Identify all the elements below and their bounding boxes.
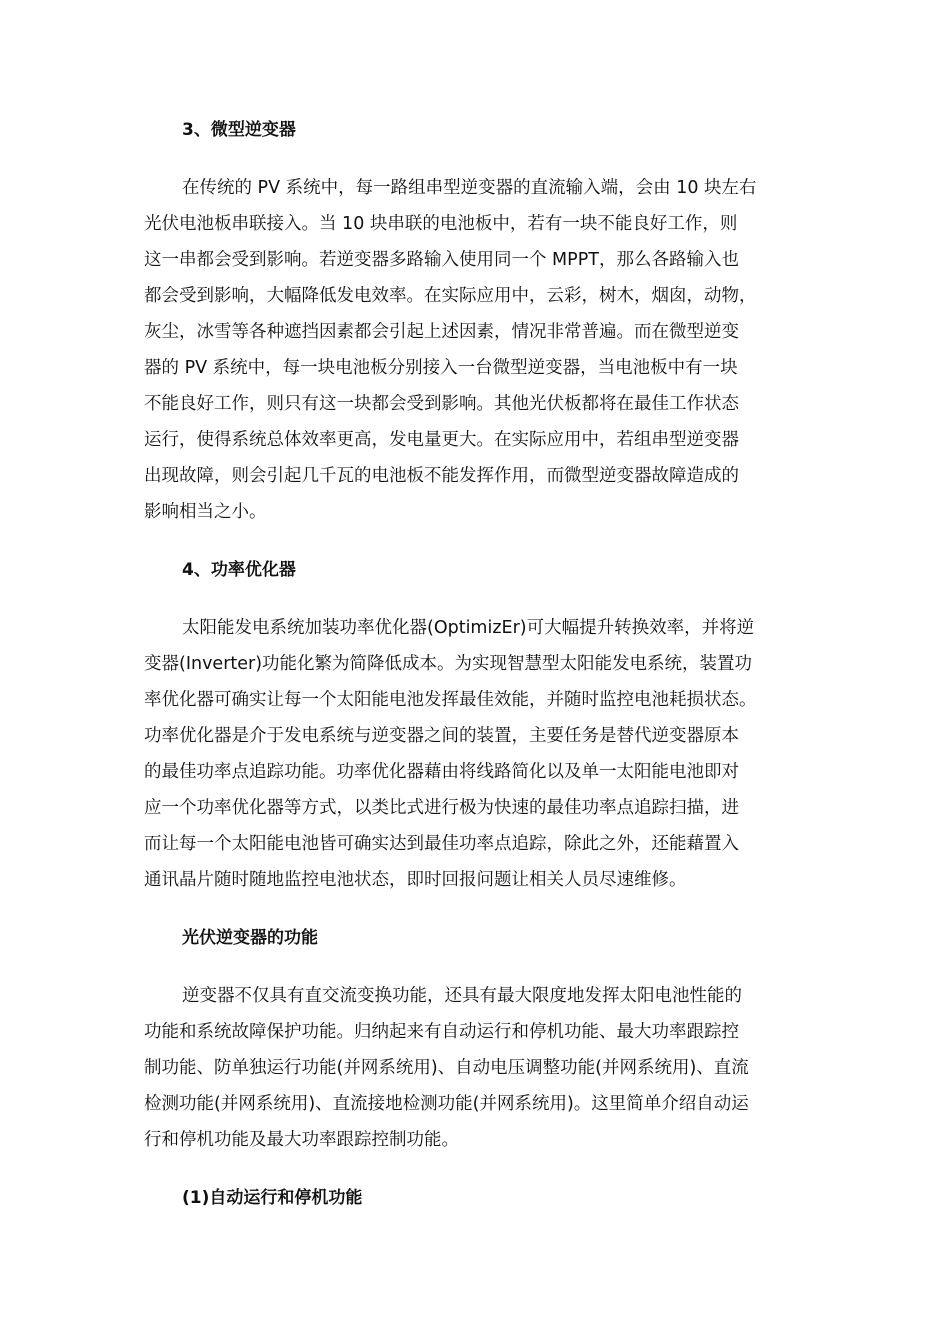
paragraph-line: 行和停机功能及最大功率跟踪控制功能。	[144, 1130, 459, 1150]
paragraph-line: 的最佳功率点追踪功能。功率优化器藉由将线路简化以及单一太阳能电池即对	[144, 762, 739, 782]
paragraph-line: 光伏电池板串联接入。当 10 块串联的电池板中，若有一块不能良好工作，则	[144, 214, 738, 234]
section-heading-micro-inverter: 3、微型逆变器	[182, 120, 296, 140]
section-heading-inverter-functions: 光伏逆变器的功能	[182, 928, 318, 948]
paragraph-line: 通讯晶片随时随地监控电池状态，即时回报问题让相关人员尽速维修。	[144, 870, 687, 890]
paragraph-line: 不能良好工作，则只有这一块都会受到影响。其他光伏板都将在最佳工作状态	[144, 394, 739, 414]
paragraph-line: 检测功能(并网系统用)、直流接地检测功能(并网系统用)。这里简单介绍自动运	[144, 1094, 749, 1114]
paragraph-line: 功率优化器是介于发电系统与逆变器之间的装置，主要任务是替代逆变器原本	[144, 726, 739, 746]
paragraph-line: 变器(Inverter)功能化繁为简降低成本。为实现智慧型太阳能发电系统，装置功	[144, 654, 753, 674]
section-heading-power-optimizer: 4、功率优化器	[182, 560, 296, 580]
paragraph-line: 逆变器不仅具有直交流变换功能，还具有最大限度地发挥太阳电池性能的	[182, 986, 742, 1006]
paragraph-line: 器的 PV 系统中，每一块电池板分别接入一台微型逆变器，当电池板中有一块	[144, 358, 738, 378]
paragraph-line: 运行，使得系统总体效率更高，发电量更大。在实际应用中，若组串型逆变器	[144, 430, 739, 450]
paragraph-micro-inverter	[144, 170, 834, 530]
section-heading-auto-run-stop: (1)自动运行和停机功能	[182, 1188, 363, 1208]
paragraph-line: 率优化器可确实让每一个太阳能电池发挥最佳效能，并随时监控电池耗损状态。	[144, 690, 757, 710]
paragraph-line: 出现故障，则会引起几千瓦的电池板不能发挥作用，而微型逆变器故障造成的	[144, 466, 739, 486]
paragraph-line: 灰尘，冰雪等各种遮挡因素都会引起上述因素，情况非常普遍。而在微型逆变	[144, 322, 739, 342]
paragraph-line: 应一个功率优化器等方式，以类比式进行极为快速的最佳功率点追踪扫描，进	[144, 798, 739, 818]
paragraph-line: 都会受到影响，大幅降低发电效率。在实际应用中，云彩，树木，烟囱，动物，	[144, 286, 757, 306]
paragraph-line: 太阳能发电系统加装功率优化器(OptimizEr)可大幅提升转换效率，并将逆	[182, 618, 755, 638]
paragraph-line: 这一串都会受到影响。若逆变器多路输入使用同一个 MPPT，那么各路输入也	[144, 250, 739, 270]
paragraph-line: 而让每一个太阳能电池皆可确实达到最佳功率点追踪，除此之外，还能藉置入	[144, 834, 739, 854]
paragraph-line: 制功能、防单独运行功能(并网系统用)、自动电压调整功能(并网系统用)、直流	[144, 1058, 749, 1078]
paragraph-line: 影响相当之小。	[144, 502, 267, 522]
paragraph-inverter-functions	[144, 978, 834, 1158]
paragraph-line: 在传统的 PV 系统中，每一路组串型逆变器的直流输入端，会由 10 块左右	[182, 178, 757, 198]
paragraph-line: 功能和系统故障保护功能。归纳起来有自动运行和停机功能、最大功率跟踪控	[144, 1022, 739, 1042]
paragraph-power-optimizer	[144, 610, 834, 898]
